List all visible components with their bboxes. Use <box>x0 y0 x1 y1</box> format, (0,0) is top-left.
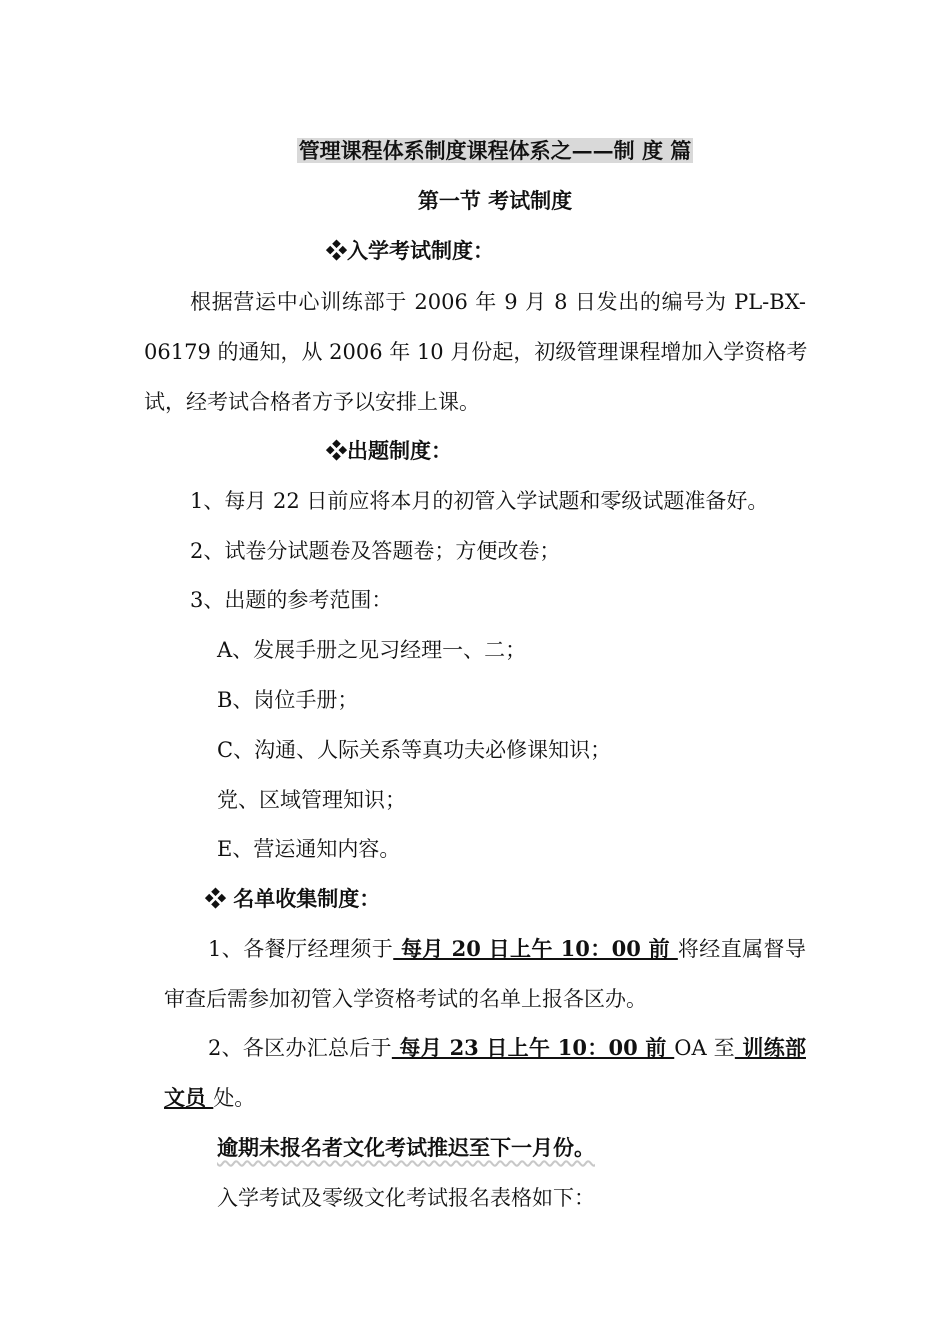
collection-item-1-suffix: 将经直属督导 <box>677 937 806 961</box>
late-notice-text: 逾期未报名者文化考试推迟至下一月份。 <box>217 1135 595 1160</box>
section-heading: 第一节 考试制度 <box>417 188 573 213</box>
sub-list-item: 党、区域管理知识； <box>217 788 406 812</box>
late-notice <box>217 1133 595 1163</box>
sub-list-item: A、发展手册之见习经理一、二； <box>217 638 527 662</box>
document-title <box>0 136 950 166</box>
sub-list-item: C、沟通、人际关系等真功夫必修课知识； <box>217 738 612 762</box>
paragraph-line: 06179 的通知，从 2006 年 10 月份起，初级管理课程增加入学资格考 <box>144 340 808 364</box>
form-intro: 入学考试及零级文化考试报名表格如下： <box>217 1186 595 1210</box>
collection-item-2-prefix: 2、各区办汇总后于 <box>208 1036 392 1060</box>
document-title-text: 管理课程体系制度课程体系之——制 度 篇 <box>298 138 692 163</box>
collection-item-2 <box>208 1033 806 1063</box>
paragraph-line: 根据营运中心训练部于 2006 年 9 月 8 日发出的编号为 PL-BX- <box>190 290 806 314</box>
list-item: 3、出题的参考范围： <box>190 588 393 612</box>
deadline-text: 每月 23 日上午 10：00 前 <box>391 1035 675 1060</box>
list-collection-heading: ❖ 名单收集制度： <box>205 886 381 911</box>
sub-list-item: E、营运通知内容。 <box>217 837 401 861</box>
collection-item-2-mid: OA 至 <box>674 1036 735 1060</box>
collection-item-1-line2: 审查后需参加初管入学资格考试的名单上报各区办。 <box>164 987 647 1011</box>
deadline-text: 每月 20 日上午 10：00 前 <box>393 936 678 961</box>
list-item: 1、每月 22 日前应将本月的初管入学试题和零级试题准备好。 <box>190 489 769 513</box>
collection-item-1 <box>208 934 806 964</box>
collection-item-2-suffix: 处。 <box>213 1086 256 1110</box>
sub-list-item: B、岗位手册； <box>217 688 359 712</box>
collection-item-1-prefix: 1、各餐厅经理须于 <box>208 937 394 961</box>
collection-item-2-line2 <box>164 1083 255 1113</box>
recipient-text-cont: 文员 <box>164 1085 214 1110</box>
list-item: 2、试卷分试题卷及答题卷；方便改卷； <box>190 539 561 563</box>
entrance-exam-heading: ❖入学考试制度： <box>326 238 494 263</box>
recipient-text: 训练部 <box>734 1035 806 1060</box>
paragraph-line: 试，经考试合格者方予以安排上课。 <box>144 390 480 414</box>
question-setting-heading: ❖出题制度： <box>326 438 452 463</box>
